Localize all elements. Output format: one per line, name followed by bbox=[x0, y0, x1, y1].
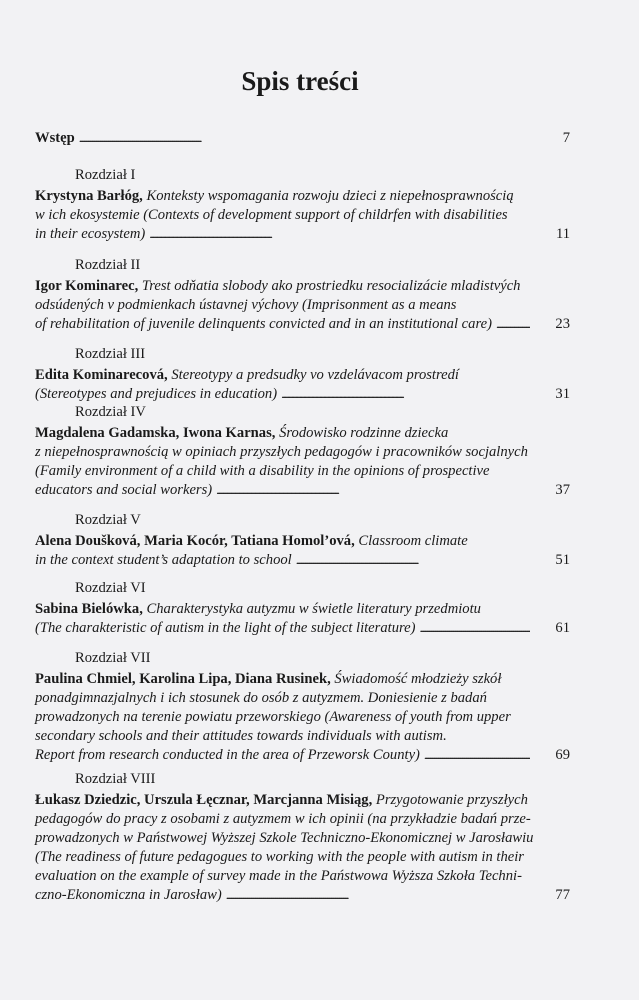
toc-line bbox=[35, 727, 570, 746]
toc-line-text bbox=[35, 619, 415, 638]
entry-title-line: Report from research conducted in the area of Przeworsk County) bbox=[35, 747, 420, 763]
page-number: 23 bbox=[555, 316, 570, 332]
toc-entry[interactable] bbox=[35, 579, 570, 638]
toc-line bbox=[35, 443, 570, 462]
toc-line bbox=[35, 829, 570, 848]
page-number: 37 bbox=[555, 482, 570, 498]
page-number: 11 bbox=[555, 226, 570, 242]
entry-title-line: (The charakteristic of autism in the light of the subject literature) bbox=[35, 620, 416, 636]
entry-title-line: prowadzonych w Państwowej Wyższej Szkole Techniczno-Ekonomicznej w Jarosławiu bbox=[35, 830, 534, 846]
entry-title-line: Classroom climate bbox=[358, 533, 468, 549]
entry-authors: Magdalena Gadamska, Iwona Karnas, bbox=[35, 425, 276, 441]
entry-title-line: Charakterystyka autyzmu w świetle literatury przedmiotu bbox=[146, 601, 481, 617]
entry-title-line: Stereotypy a predsudky vo vzdelávacom prostredí bbox=[171, 367, 459, 383]
dot-leader bbox=[79, 129, 530, 148]
entry-title-line: Przygotowanie przyszłych bbox=[375, 792, 528, 808]
chapter-label: Rozdział VI bbox=[75, 580, 146, 596]
toc-entry[interactable] bbox=[35, 345, 570, 404]
toc-line bbox=[35, 296, 570, 315]
toc-line bbox=[35, 277, 570, 296]
page-title: Spis treści bbox=[241, 66, 359, 96]
toc-line-last bbox=[35, 129, 570, 148]
dot-leader bbox=[226, 886, 530, 905]
chapter-label: Rozdział III bbox=[75, 346, 146, 362]
toc-line-text bbox=[35, 129, 75, 148]
toc-line bbox=[35, 867, 570, 886]
dot-leader bbox=[149, 225, 530, 244]
toc-entry[interactable] bbox=[35, 511, 570, 570]
toc-line bbox=[35, 708, 570, 727]
entry-authors: Alena Doušková, Maria Kocór, Tatiana Homol’ová, bbox=[35, 533, 355, 549]
entry-title-line: in the context student’s adaptation to school bbox=[35, 552, 292, 568]
toc-line bbox=[35, 600, 570, 619]
toc-entry[interactable] bbox=[35, 256, 570, 334]
toc-line bbox=[35, 670, 570, 689]
entry-title-line: w ich ekosystemie (Contexts of development support of childrfen with disabilities bbox=[35, 207, 508, 223]
toc-line bbox=[35, 462, 570, 481]
toc-line-text bbox=[35, 746, 420, 765]
entry-title-line: evaluation on the example of survey made in the Państwowa Wyższa Szkoła Techni- bbox=[35, 868, 522, 884]
toc-line-last bbox=[35, 886, 570, 905]
entry-title-line: secondary schools and their attitudes towards individuals with autism. bbox=[35, 728, 447, 744]
toc-line bbox=[35, 187, 570, 206]
toc-line-text bbox=[35, 551, 292, 570]
toc-line bbox=[35, 206, 570, 225]
page-number: 51 bbox=[555, 552, 570, 568]
dot-leader bbox=[216, 481, 530, 500]
chapter-label: Rozdział VIII bbox=[75, 771, 156, 787]
entry-title-line: (Stereotypes and prejudices in education) bbox=[35, 386, 278, 402]
entry-title-line: Środowisko rodzinne dziecka bbox=[279, 425, 449, 441]
entry-title-line: pedagogów do pracy z osobami z autyzmem w ich opinii (na przykładzie badań prze- bbox=[35, 811, 531, 827]
dot-leader bbox=[419, 619, 530, 638]
toc-line bbox=[35, 424, 570, 443]
toc-line-text bbox=[35, 315, 492, 334]
toc-line bbox=[35, 532, 570, 551]
entry-authors: Sabina Bielówka, bbox=[35, 601, 143, 617]
toc-entry[interactable] bbox=[35, 403, 570, 500]
toc-line-last bbox=[35, 746, 570, 765]
toc-line-last bbox=[35, 225, 570, 244]
toc-entry[interactable] bbox=[35, 166, 570, 244]
toc-line-text bbox=[35, 225, 145, 244]
toc-entry[interactable] bbox=[35, 770, 570, 905]
toc-line-text bbox=[35, 481, 212, 500]
entry-title-line: ponadgimnazjalnych i ich stosunek do osób z autyzmem. Doniesienie z badań bbox=[35, 690, 487, 706]
entry-title-line: (The readiness of future pedagogues to working with the people with autism in their bbox=[35, 849, 524, 865]
chapter-label: Rozdział I bbox=[75, 167, 136, 183]
chapter-label: Rozdział VII bbox=[75, 650, 151, 666]
toc-line bbox=[35, 810, 570, 829]
toc-line-text bbox=[35, 886, 222, 905]
entry-authors: Krystyna Barłóg, bbox=[35, 188, 143, 204]
entry-authors: Łukasz Dziedzic, Urszula Łęcznar, Marcjanna Misiąg, bbox=[35, 792, 373, 808]
entry-title-line: Konteksty wspomagania rozwoju dzieci z niepełnosprawnością bbox=[146, 188, 514, 204]
entry-title-line: Trest odňatia slobody ako prostriedku resocializácie mladistvých bbox=[141, 278, 521, 294]
chapter-label: Rozdział IV bbox=[75, 404, 146, 420]
entry-title-line: prowadzonych na terenie powiatu przeworskiego (Awareness of youth from upper bbox=[35, 709, 511, 725]
toc-line-last bbox=[35, 551, 570, 570]
page-number: 7 bbox=[562, 130, 570, 146]
chapter-label: Rozdział II bbox=[75, 257, 141, 273]
page-number: 61 bbox=[555, 620, 570, 636]
entry-title-line: of rehabilitation of juvenile delinquents convicted and in an institutional care) bbox=[35, 316, 492, 332]
toc-line bbox=[35, 791, 570, 810]
entry-authors: Igor Kominarec, bbox=[35, 278, 139, 294]
page-number: 77 bbox=[555, 887, 570, 903]
toc-line-last bbox=[35, 619, 570, 638]
dot-leader bbox=[424, 746, 530, 765]
toc-line-text bbox=[35, 385, 277, 404]
toc-line bbox=[35, 848, 570, 867]
dot-leader bbox=[296, 551, 530, 570]
toc-line-last bbox=[35, 385, 570, 404]
entry-title-line: (Family environment of a child with a disability in the opinions of prospective bbox=[35, 463, 490, 479]
entry-title-line: odsúdených v podmienkach ústavnej výchovy (Imprisonment as a means bbox=[35, 297, 457, 313]
toc-line-last bbox=[35, 481, 570, 500]
entry-title-line: z niepełnosprawnością w opiniach przyszłych pedagogów i pracowników socjalnych bbox=[35, 444, 528, 460]
toc-entry[interactable] bbox=[35, 129, 570, 148]
entry-title-line: educators and social workers) bbox=[35, 482, 213, 498]
dot-leader bbox=[496, 315, 530, 334]
entry-authors: Wstęp bbox=[35, 130, 75, 146]
chapter-label: Rozdział V bbox=[75, 512, 141, 528]
toc-line bbox=[35, 689, 570, 708]
page-number: 31 bbox=[555, 386, 570, 402]
entry-title-line: Świadomość młodzieży szkół bbox=[334, 671, 502, 687]
entry-authors: Edita Kominarecová, bbox=[35, 367, 168, 383]
entry-authors: Paulina Chmiel, Karolina Lipa, Diana Rusinek, bbox=[35, 671, 331, 687]
toc-line bbox=[35, 366, 570, 385]
toc-line-last bbox=[35, 315, 570, 334]
toc-entry[interactable] bbox=[35, 649, 570, 765]
dot-leader bbox=[281, 385, 530, 404]
page-number: 69 bbox=[555, 747, 570, 763]
entry-title-line: czno-Ekonomiczna in Jarosław) bbox=[35, 887, 222, 903]
entry-title-line: in their ecosystem) bbox=[35, 226, 146, 242]
